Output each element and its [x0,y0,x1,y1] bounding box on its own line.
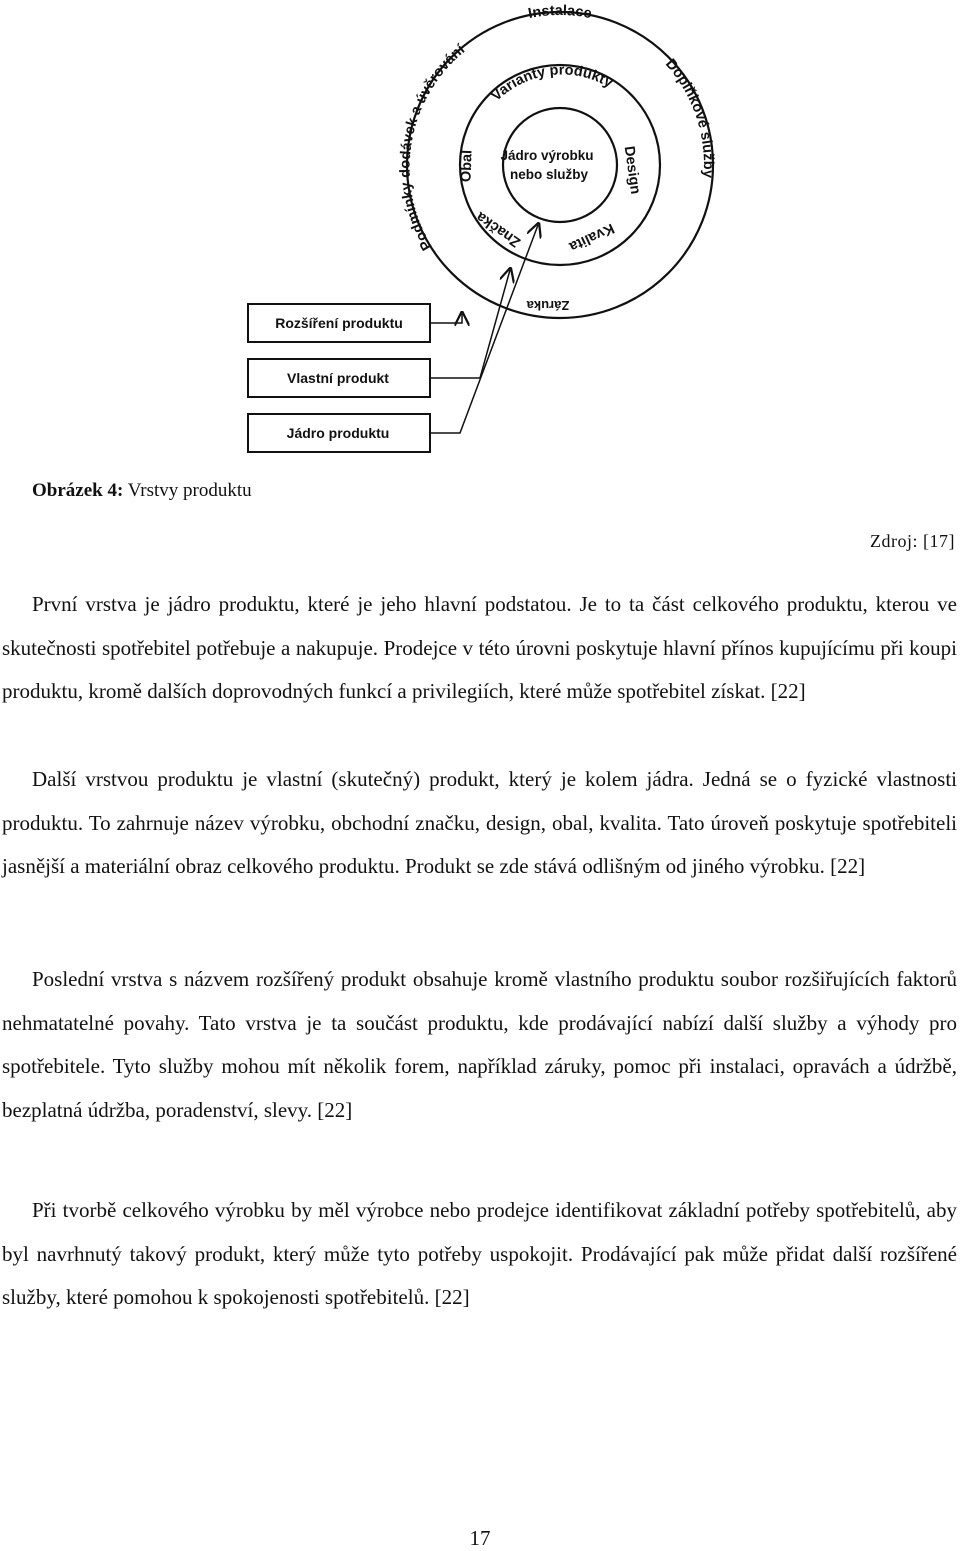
arrow-actual [430,270,510,378]
svg-text:Design [621,145,644,195]
caption-text: Vrstvy produktu [123,480,252,501]
middle-label-packaging: Obal [458,149,476,183]
svg-text:Záruka [526,298,569,313]
outer-label-installation: Instalace [526,2,594,23]
paragraph-core-layer: První vrstva je jádro produktu, které je jeho hlavní podstatou. Je to ta část celkového produktu, kterou ve skutečnosti spotřebitel potřebuje a nakupuje. Prodejce v této úrovni poskytuje hlavní přínos kupujícímu při koupi produktu, kromě dalších doprovodných funkcí a privilegiích, které může spotřebitel získat. [22] [2,592,957,704]
arrow-core [430,225,538,433]
middle-label-quality: Kvalita [566,219,617,255]
middle-label-design: Design [620,145,644,196]
outer-label-additional-services: Doplňkové služby [662,56,716,179]
arrow-extended [430,314,462,323]
svg-text:Doplňkové služby [662,56,716,178]
legend-label-extended: Rozšíření produktu [275,315,403,331]
figure-source: Zdroj: [17] [870,531,955,551]
paragraph-extended-layer: Poslední vrstva s názvem rozšířený produkt obsahuje kromě vlastního produktu soubor rozšiřujících faktorů nehmatatelné povahy. Tato vrstva je ta součást produktu, kde prodávající nabízí další služby a výhody pro spotřebitele. Tyto služby mohou mít několik forem, například záruky, pomoc při instalaci, opravách a údržbě, bezplatná údržba, poradenství, slevy. [22] [2,967,957,1122]
product-layers-diagram [0,0,960,470]
svg-text:Obal [458,150,475,183]
svg-text:Kvalita [566,220,617,255]
svg-text:Podmínky dodávek a úvěrování [398,41,469,253]
caption-label: Obrázek 4: [32,480,124,501]
svg-text:Varianty produkty [488,62,615,104]
page-number: 17 [469,1526,491,1550]
core-label-line1: Jádro výrobku [500,148,594,163]
legend-label-actual: Vlastní produkt [287,370,389,386]
outer-label-delivery-credit: Podmínky dodávek a úvěrování [397,41,468,253]
svg-text:Instalace [527,3,593,22]
legend-label-core: Jádro produktu [286,425,390,441]
middle-label-variants: Varianty produkty [488,62,616,105]
paragraph-total-product: Při tvorbě celkového výrobku by měl výrobce nebo prodejce identifikovat základní potřeby spotřebitelů, aby byl navrhnutý takový produkt, který může tyto potřeby uspokojit. Prodávající pak může přidat další rozšířené služby, které pomohou k spokojenosti spotřebitelů. [22] [2,1198,957,1310]
paragraph-actual-layer: Další vrstvou produktu je vlastní (skutečný) produkt, který je kolem jádra. Jedná se o fyzické vlastnosti produktu. To zahrnuje název výrobku, obchodní značku, design, obal, kvalita. Tato úroveň poskytuje spotřebiteli jasnější a materiální obraz celkového produktu. Produkt se zde stává odlišným od jiného výrobku. [22] [2,767,957,879]
core-label-line2: nebo služby [509,167,589,182]
inner-circle [503,108,617,222]
figure-caption [32,480,252,502]
outer-label-warranty: Záruka [526,298,570,313]
middle-label-brand: Značka [473,208,524,251]
